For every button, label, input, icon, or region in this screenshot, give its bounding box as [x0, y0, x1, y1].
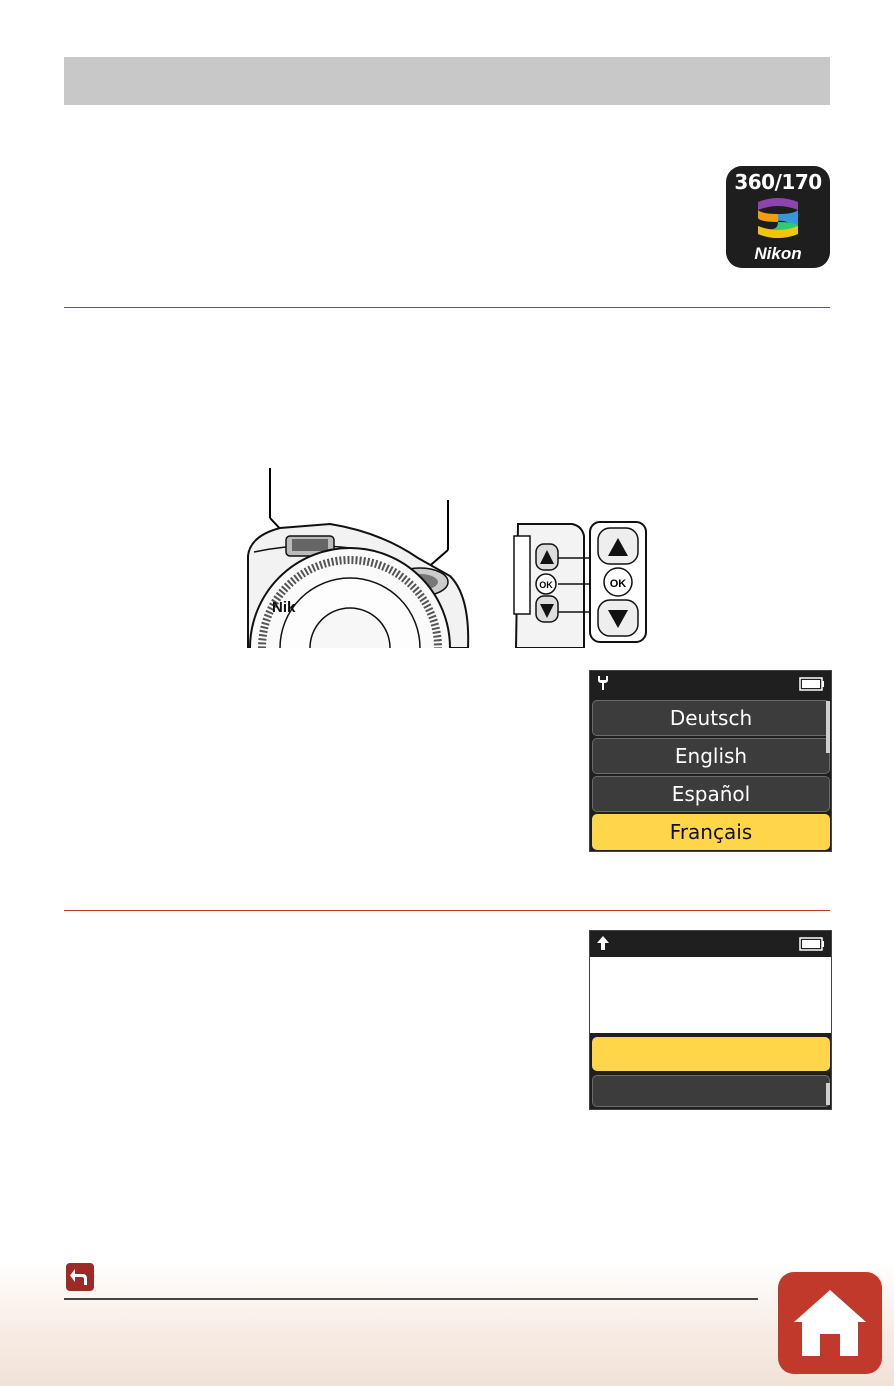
screen-topbar: [590, 931, 831, 957]
home-button[interactable]: [778, 1272, 882, 1374]
language-option-francais[interactable]: Français: [592, 814, 830, 850]
svg-text:OK: OK: [609, 578, 627, 590]
app-icon-top-text: 360/170: [734, 170, 822, 194]
menu-option-highlighted[interactable]: [592, 1037, 830, 1071]
upload-screen: [589, 930, 832, 1110]
section-header-bar: [64, 57, 830, 105]
scrollbar-thumb[interactable]: [826, 1083, 830, 1105]
svg-text:OK: OK: [539, 580, 553, 590]
camera-illustration: [240, 466, 660, 648]
app-icon-brand: Nikon: [754, 244, 802, 263]
footer-divider: [64, 1298, 758, 1300]
up-arrow-icon: [596, 935, 610, 951]
page-footer: [0, 1262, 894, 1386]
menu-option[interactable]: [592, 1075, 830, 1107]
battery-icon: [799, 937, 825, 951]
back-button[interactable]: [66, 1263, 94, 1291]
battery-icon: [799, 677, 825, 691]
app-icon: [726, 166, 830, 268]
section-divider: [64, 307, 830, 308]
section-divider: [64, 910, 830, 911]
language-option-deutsch[interactable]: Deutsch: [592, 700, 830, 736]
app-logo-icon: [750, 196, 806, 242]
svg-text:Nik: Nik: [272, 599, 296, 616]
language-option-espanol[interactable]: Español: [592, 776, 830, 812]
language-screen: [589, 670, 832, 852]
wrench-icon: [596, 675, 610, 691]
screen-topbar: [590, 671, 831, 697]
scrollbar-thumb[interactable]: [826, 701, 830, 753]
language-option-english[interactable]: English: [592, 738, 830, 774]
back-arrow-icon: [66, 1263, 94, 1291]
home-icon: [778, 1272, 882, 1374]
